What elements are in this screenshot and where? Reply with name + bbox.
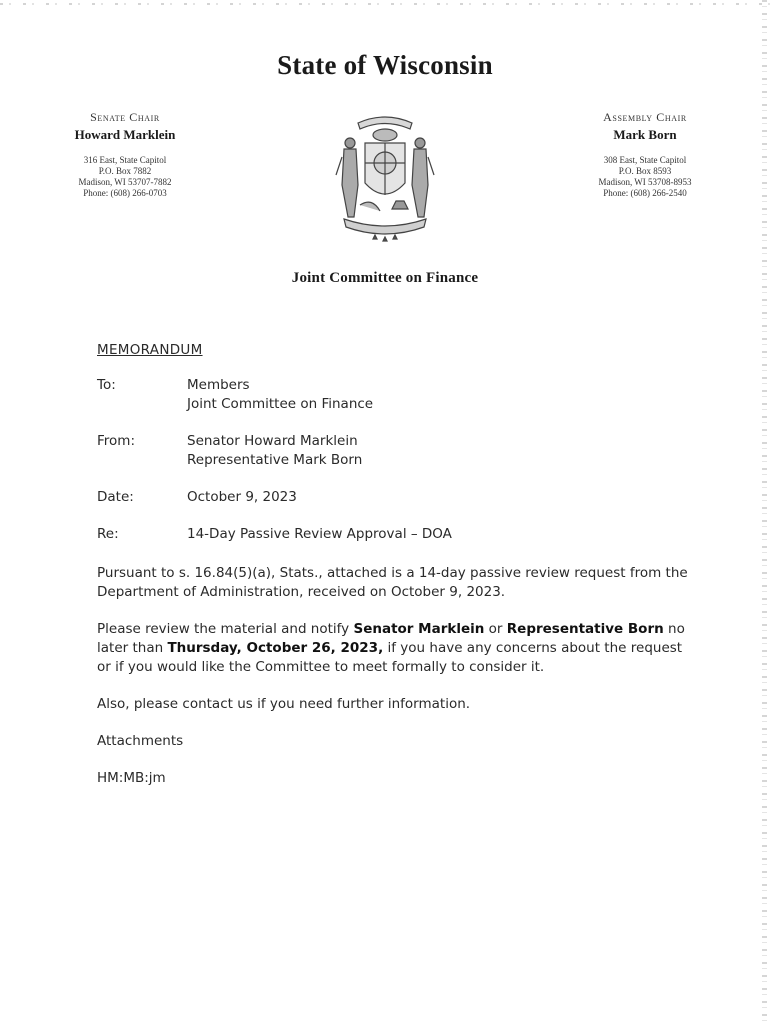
memo-paragraph-1: Pursuant to s. 16.84(5)(a), Stats., attached is a 14-day passive review request from the Department of Administration, received on October 9, 2023.: [97, 565, 688, 600]
memo-re-row: [97, 525, 697, 544]
to-line: Members: [187, 377, 250, 393]
para2-text: or: [484, 621, 507, 637]
to-value: [187, 376, 373, 414]
address-line: Madison, WI 53708-8953: [598, 177, 692, 187]
from-line: Senator Howard Marklein: [187, 433, 358, 449]
scan-edge-top: [0, 3, 770, 5]
to-line: Joint Committee on Finance: [187, 396, 374, 412]
senate-chair-role: Senate Chair: [90, 110, 160, 124]
memo-paragraph-2: [97, 620, 697, 677]
address-line: 308 East, State Capitol: [603, 155, 687, 165]
committee-name: Joint Committee on Finance: [291, 270, 479, 286]
assembly-chair-address: [570, 155, 720, 199]
senate-chair-address: [40, 155, 210, 199]
attachments-note: Attachments: [97, 733, 184, 749]
scan-edge-right: [762, 0, 767, 1024]
letterhead-title: State of Wisconsin: [277, 50, 493, 80]
deadline-bold: Thursday, October 26, 2023,: [167, 640, 384, 656]
senator-name-bold: Senator Marklein: [353, 621, 485, 637]
assembly-chair-name: Mark Born: [613, 127, 677, 142]
re-value: 14-Day Passive Review Approval – DOA: [187, 526, 452, 542]
para2-text: if you have any concerns about the request or if you would like the Committee to meet formally to consider it.: [97, 640, 683, 675]
re-label: Re:: [97, 526, 119, 542]
address-line: P.O. Box 8593: [618, 166, 672, 176]
address-line: Madison, WI 53707-7882: [78, 177, 172, 187]
para2-text: Please review the material and notify: [97, 621, 354, 637]
assembly-chair-role: Assembly Chair: [603, 110, 687, 124]
wisconsin-seal-icon: [330, 105, 440, 245]
address-line: Phone: (608) 266-0703: [83, 188, 167, 198]
date-label: Date:: [97, 489, 134, 505]
memo-date-row: [97, 488, 697, 507]
memo-paragraph-3: Also, please contact us if you need further information.: [97, 696, 471, 712]
to-label: To:: [97, 377, 116, 393]
senate-chair-block: [40, 110, 210, 199]
memo-body: [97, 342, 697, 788]
from-line: Representative Mark Born: [187, 452, 363, 468]
reference-initials: HM:MB:jm: [97, 770, 166, 786]
address-line: Phone: (608) 266-2540: [603, 188, 687, 198]
para2-text: no later than: [97, 621, 685, 656]
memo-from-row: [97, 432, 697, 470]
memo-heading: MEMORANDUM: [97, 342, 203, 358]
from-label: From:: [97, 433, 135, 449]
date-value: October 9, 2023: [187, 489, 297, 505]
representative-name-bold: Representative Born: [506, 621, 664, 637]
address-line: 316 East, State Capitol: [83, 155, 167, 165]
from-value: [187, 432, 362, 470]
address-line: P.O. Box 7882: [98, 166, 152, 176]
senate-chair-name: Howard Marklein: [74, 127, 176, 142]
assembly-chair-block: [570, 110, 720, 199]
memo-to-row: [97, 376, 697, 414]
